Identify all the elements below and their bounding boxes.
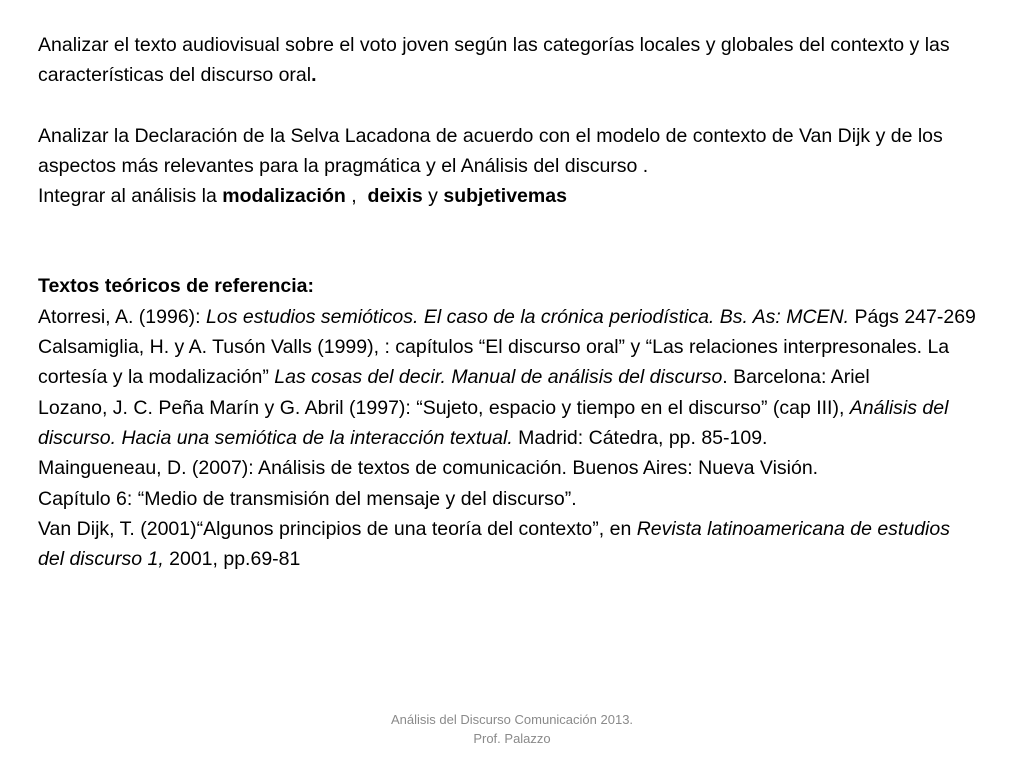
term-deixis: deixis	[367, 185, 423, 208]
slide-footer	[0, 710, 1024, 748]
references-heading	[38, 271, 978, 301]
section-spacer	[38, 211, 978, 271]
reference-lozano	[38, 393, 978, 454]
reference-line: Capítulo 6: “Medio de transmisión del mensaje y del discurso”.	[38, 487, 577, 510]
reference-title: Las cosas del decir. Manual de análisis del discurso	[274, 366, 723, 389]
reference-tail: Madrid: Cátedra, pp. 85-109.	[512, 426, 768, 449]
reference-maingueneau	[38, 453, 978, 483]
integrate-prefix: Integrar al análisis la	[38, 185, 223, 208]
reference-tail: . Barcelona: Ariel	[722, 366, 870, 389]
task-2-text: Analizar la Declaración de la Selva Lacadona de acuerdo con el modelo de contexto de Van Dijk y de los aspectos más relevantes para la pragmática y el Análisis del discurso .	[38, 124, 943, 177]
paragraph-spacer	[38, 91, 978, 121]
footer-course: Análisis del Discurso Comunicación 2013.	[390, 712, 634, 727]
term-modalizacion: modalización	[222, 185, 346, 208]
reference-van-dijk	[38, 514, 978, 575]
reference-title: Revista latinoamericana de estudios del discurso 1,	[38, 517, 950, 571]
task-2-integrate-line	[38, 181, 978, 211]
task-2-paragraph	[38, 121, 978, 182]
reference-author: Calsamiglia, H. y A. Tusón Valls (1999), : capítulos “El discurso oral” y “Las relaciones interpresonales. La cortesía y la modalización”	[38, 336, 950, 389]
term-separator-2: y	[422, 185, 444, 208]
reference-tail: 2001, pp.69-81	[163, 548, 301, 571]
reference-author: Atorresi, A. (1996):	[38, 305, 206, 328]
reference-tail: Págs 247-269	[849, 305, 976, 328]
footer-professor: Prof. Palazzo	[473, 731, 551, 746]
reference-author: Van Dijk, T. (2001)“Algunos principios de una teoría del contexto”, en	[38, 517, 637, 540]
reference-title: Análisis del discurso. Hacia una semiótica de la interacción textual.	[38, 396, 949, 449]
task-1-text: Analizar el texto audiovisual sobre el voto joven según las categorías locales y globales del contexto y las características del discurso oral	[38, 34, 950, 87]
reference-calsamiglia	[38, 332, 978, 393]
reference-title: Los estudios semióticos. El caso de la crónica periodística. Bs. As: MCEN.	[206, 305, 850, 328]
task-1-paragraph	[38, 30, 978, 91]
reference-maingueneau-chapter	[38, 484, 978, 514]
slide-content	[38, 30, 978, 574]
reference-author: Lozano, J. C. Peña Marín y G. Abril (1997): “Sujeto, espacio y tiempo en el discurso” (cap III),	[38, 396, 850, 419]
task-1-period: .	[311, 64, 317, 87]
term-separator-1: ,	[345, 185, 368, 208]
references-heading-text: Textos teóricos de referencia:	[38, 275, 314, 298]
reference-line: Maingueneau, D. (2007): Análisis de textos de comunicación. Buenos Aires: Nueva Visión.	[38, 457, 819, 480]
reference-atorresi	[38, 302, 978, 332]
term-subjetivemas: subjetivemas	[443, 185, 567, 208]
